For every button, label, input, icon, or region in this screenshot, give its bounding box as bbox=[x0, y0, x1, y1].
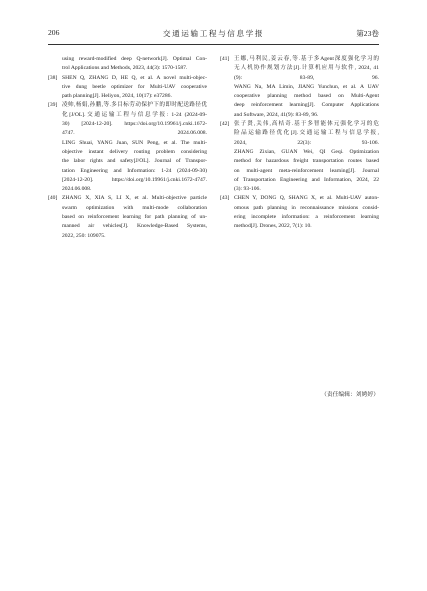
reference-line: LING Shuai, YANG Juan, SUN Peng, et al. The multi- bbox=[62, 139, 207, 146]
reference-line: SHEN Q, ZHANG D, HE Q, et al. A novel multi-objec- bbox=[62, 74, 207, 81]
reference-number: [38] bbox=[48, 74, 58, 81]
reference-line: the labor rights and safety[J/OL]. Journal of Transpor- bbox=[62, 158, 207, 165]
reference-number: [43] bbox=[220, 195, 230, 202]
reference-line: objective instant delivery routing problem considering bbox=[62, 148, 207, 155]
reference-line: and Software, 2024, 41(9): 83-89, 96. bbox=[234, 111, 319, 118]
reference-line: 凌帅,杨娟,孙鹏,等.多目标劳动保护下的即时配送路径优 bbox=[62, 102, 207, 109]
reference-line: ering incomplete information: a reinforcement learning bbox=[234, 214, 379, 221]
reference-number: [41] bbox=[220, 56, 230, 62]
journal-title: 交通运输工程与信息学报 bbox=[162, 29, 265, 38]
reference-line: manned air vehicles[J]. Knowledge-Based Systems, bbox=[62, 223, 207, 230]
reference-line: deep reinforcement learning[J]. Computer Applications bbox=[234, 102, 379, 109]
reference-line: 2022, 250: 109075. bbox=[62, 232, 106, 239]
reference-line: method[J]. Drones, 2022, 7(1): 10. bbox=[234, 223, 312, 230]
reference-line: trol Applications and Methods, 2023, 44(3): 1570-1587. bbox=[62, 65, 188, 72]
reference-line: using reward-modified deep Q-network[J]. Optimal Con- bbox=[62, 56, 207, 62]
reference-number: [39] bbox=[48, 102, 58, 109]
reference-number: [40] bbox=[48, 195, 58, 202]
reference-line: 无人机协作规划方法[J].计算机应用与软件, 2024, 41 bbox=[234, 65, 379, 72]
reference-entry bbox=[220, 194, 379, 231]
page-header bbox=[48, 28, 379, 40]
reference-line: ZHANG X, XIA S, LI X, et al. Multi-objective particle bbox=[62, 195, 207, 202]
reference-line: (9): 83-89, 96. bbox=[234, 74, 379, 81]
reference-entry bbox=[48, 194, 207, 240]
reference-line: 2024, 22(3): 93-106. bbox=[234, 139, 379, 146]
reference-line: 险品运输路径优化[J].交通运输工程与信息学报, bbox=[234, 130, 379, 137]
reference-line: of Transportation Engineering and Information, 2024, 22 bbox=[234, 176, 379, 183]
reference-line: path planning[J]. Heliyon, 2024, 10(17): e37286. bbox=[62, 93, 172, 100]
reference-line: 30) [2024-12-20]. https://doi.org/10.19961/j.cnki.1672- bbox=[62, 121, 207, 128]
reference-line: ZHANG Zixian, GUAN Wei, QI Geqi. Optimization bbox=[234, 148, 379, 155]
editor-note: （责任编辑：刘娉婷） bbox=[321, 392, 379, 398]
reference-line: (3): 93-106. bbox=[234, 186, 261, 193]
header-rule bbox=[48, 44, 379, 45]
reference-line: tive dung beetle optimizer for Multi-UAV cooperative bbox=[62, 83, 207, 90]
reference-line: cooperative planning method based on Multi-Agent bbox=[234, 93, 379, 100]
reference-entry bbox=[48, 74, 207, 102]
page-number: 206 bbox=[48, 28, 60, 37]
reference-line: 王娜,马利民,姜云春,等.基于多Agent深度强化学习的 bbox=[234, 56, 379, 62]
reference-entry bbox=[220, 55, 379, 120]
reference-line: based on reinforcement learning for path planning of un- bbox=[62, 214, 207, 221]
reference-line: swarm optimization with multi-mode collaboration bbox=[62, 204, 207, 211]
reference-line: 张子贤,关伟,高桔奇.基于多智能体元强化学习的危 bbox=[234, 121, 379, 128]
reference-number: [42] bbox=[220, 121, 230, 128]
reference-line: omous path planning in reconnaissance missions consid- bbox=[234, 204, 379, 211]
right-column bbox=[220, 55, 379, 232]
reference-line: WANG Na, MA Limin, JIANG Yunchun, et al. A UAV bbox=[234, 83, 379, 90]
reference-line: tation Engineering and Information: 1-24 (2024-09-30) bbox=[62, 167, 207, 174]
reference-line: method for hazardous freight transportation routes based bbox=[234, 158, 379, 165]
reference-line: 4747. 2024.06.008. bbox=[62, 130, 207, 137]
reference-entry bbox=[48, 55, 207, 74]
volume-label: 第23卷 bbox=[356, 29, 379, 38]
reference-entry bbox=[220, 120, 379, 194]
reference-entry bbox=[48, 101, 207, 194]
reference-line: CHEN Y, DONG Q, SHANG X, et al. Multi-UAV auton- bbox=[234, 195, 379, 202]
reference-line: [2024-12-20]. https://doi.org/10.19961/j.cnki.1672-4747. bbox=[62, 176, 207, 183]
left-column bbox=[48, 55, 207, 241]
reference-line: on multi-agent meta-reinforcement learning[J]. Journal bbox=[234, 167, 379, 174]
reference-line: 2024.06.008. bbox=[62, 186, 92, 193]
reference-line: 化[J/OL].交通运输工程与信息学报: 1-24 (2024-09- bbox=[62, 111, 207, 118]
